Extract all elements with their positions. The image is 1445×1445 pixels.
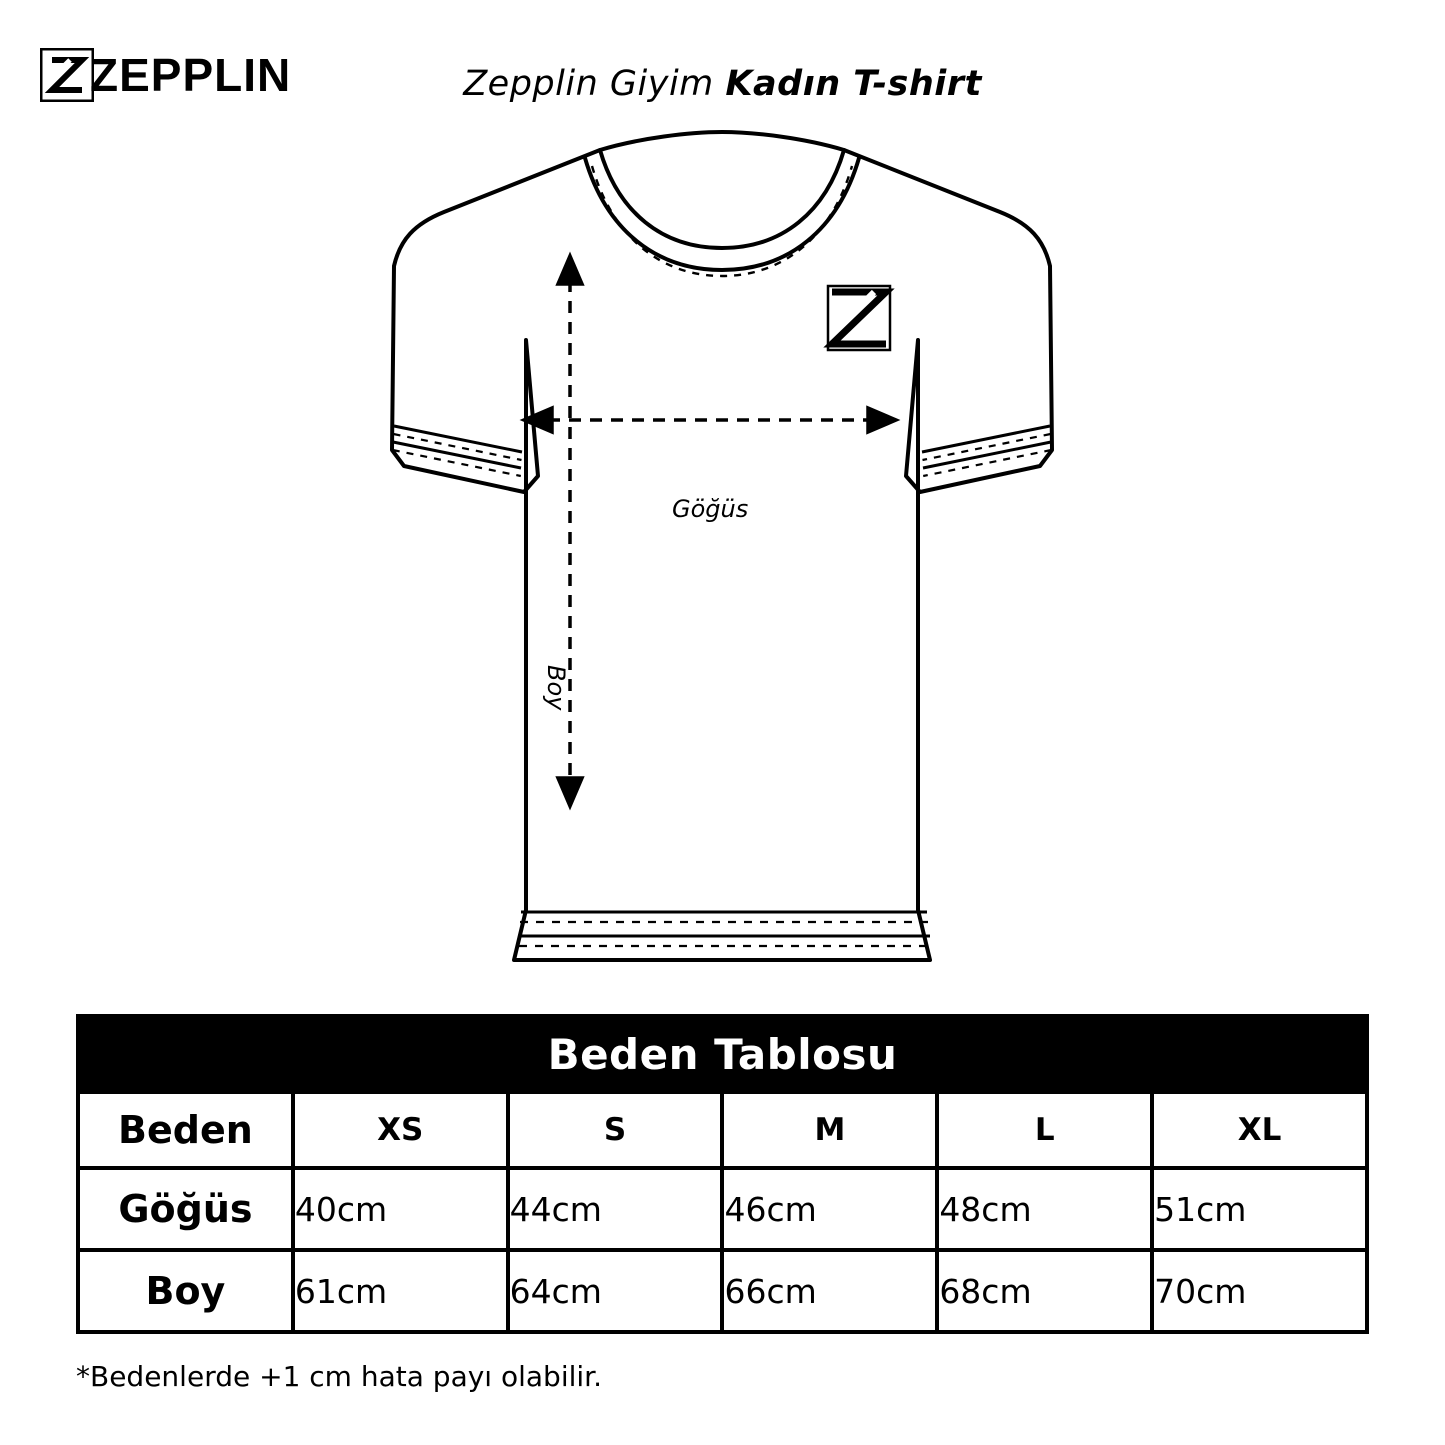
header-cell-m: M [722,1092,937,1168]
cell-boy-s: 64cm [508,1250,723,1332]
size-table [76,1014,1369,1334]
row-label-boy: Boy [78,1250,293,1332]
table-header-row [78,1092,1367,1168]
size-table-wrapper [76,1014,1369,1334]
table-row [78,1250,1367,1332]
cell-boy-m: 66cm [722,1250,937,1332]
page-title [0,64,1445,104]
garment-illustration [0,120,1445,1000]
length-measure-label: Boy [542,665,570,711]
footnote: *Bedenlerde +1 cm hata payı olabilir. [76,1360,602,1393]
cell-gogus-xl: 51cm [1152,1168,1367,1250]
table-row [78,1168,1367,1250]
tshirt-outline-svg [0,120,1445,1000]
header-cell-xs: XS [293,1092,508,1168]
page-header [0,0,1445,140]
table-title-row [78,1016,1367,1092]
row-label-gogus: Göğüs [78,1168,293,1250]
cell-gogus-s: 44cm [508,1168,723,1250]
page-title-light: Zepplin Giyim [463,64,726,104]
cell-gogus-xs: 40cm [293,1168,508,1250]
brand-wordmark: ZEPPLIN [90,49,292,101]
cell-gogus-m: 46cm [722,1168,937,1250]
cell-boy-xl: 70cm [1152,1250,1367,1332]
cell-boy-l: 68cm [937,1250,1152,1332]
cell-boy-xs: 61cm [293,1250,508,1332]
page-title-bold: Kadın T-shirt [725,64,982,104]
chest-measure-label: Göğüs [672,495,749,523]
header-cell-xl: XL [1152,1092,1367,1168]
header-cell-beden: Beden [78,1092,293,1168]
header-cell-s: S [508,1092,723,1168]
cell-gogus-l: 48cm [937,1168,1152,1250]
header-cell-l: L [937,1092,1152,1168]
size-table-title: Beden Tablosu [78,1016,1367,1092]
